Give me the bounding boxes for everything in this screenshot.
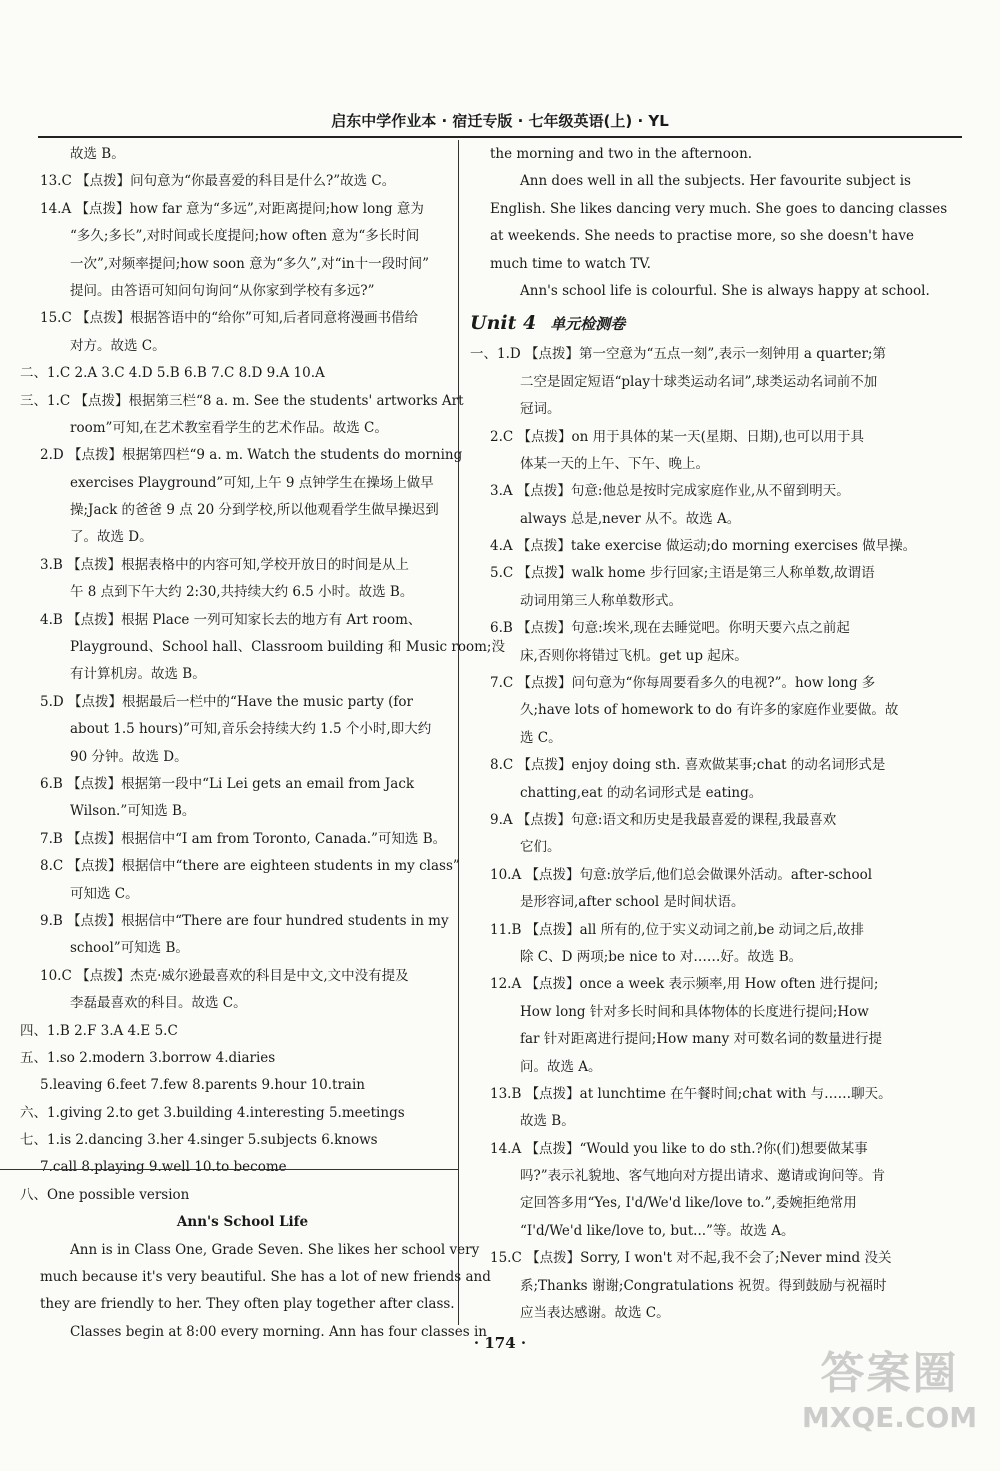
essay-line: Ann is in Class One, Grade Seven. She likes her school very — [70, 1241, 480, 1258]
answer-line: 八、One possible version — [20, 1186, 190, 1203]
answer-line: 6.B 【点拨】根据第一段中“Li Lei gets an email from Jack — [40, 775, 415, 792]
answer-line: 问。故选 A。 — [520, 1058, 602, 1075]
answer-line: 2.C 【点拨】on 用于具体的某一天(星期、日期),也可以用于具 — [490, 428, 864, 445]
essay-line: the morning and two in the afternoon. — [490, 146, 753, 162]
essay-line: much because it's very beautiful. She has a lot of new friends and — [40, 1269, 491, 1286]
answer-line: 提问。由答语可知问句询问“从你家到学校有多远?” — [70, 282, 375, 299]
answer-line: 12.A 【点拨】once a week 表示频率,用 How often 进行提问; — [490, 976, 879, 993]
section-rule — [0, 1169, 458, 1170]
answer-line: 5.C 【点拨】walk home 步行回家;主语是第三人称单数,故谓语 — [490, 565, 875, 582]
answer-line: 五、1.so 2.modern 3.borrow 4.diaries — [20, 1049, 276, 1066]
answer-line: 4.A 【点拨】take exercise 做运动;do morning exercises 做早操。 — [490, 538, 917, 555]
answer-line: 10.C 【点拨】杰克·威尔逊最喜欢的科目是中文,文中没有提及 — [40, 967, 409, 984]
answer-line: 六、1.giving 2.to get 3.building 4.interesting 5.meetings — [20, 1104, 405, 1121]
answer-line: 冠词。 — [520, 401, 561, 418]
answer-line: 15.C 【点拨】Sorry, I won't 对不起,我不会了;Never mind 没关 — [490, 1250, 892, 1267]
answer-line: Playground、School hall、Classroom building 和 Music room;没 — [70, 639, 505, 656]
essay-line: at weekends. She needs to practise more, so she doesn't have — [490, 228, 914, 245]
essay-line: they are friendly to her. They often play together after class. — [40, 1296, 455, 1313]
essay-title: Ann's School Life — [176, 1214, 309, 1231]
answer-line: 久;have lots of homework to do 有许多的家庭作业要做。故 — [520, 702, 899, 719]
answer-line: 3.B 【点拨】根据表格中的内容可知,学校开放日的时间是从上 — [40, 556, 409, 573]
page-number: · 174 · — [473, 1334, 527, 1352]
watermark-bottom: MXQE.COM — [801, 1401, 978, 1434]
answer-line: 是形容词,after school 是时间状语。 — [520, 894, 745, 911]
answer-line: 2.D 【点拨】根据第四栏“9 a. m. Watch the students do morning — [40, 447, 463, 464]
answer-line: 一、1.D 【点拨】第一空意为“五点一刻”,表示一刻钟用 a quarter;第 — [470, 346, 886, 363]
answer-line: 体某一天的上午、下午、晚上。 — [520, 455, 709, 472]
answer-line: “多久;多长”,对时间或长度提问;how often 意为“多长时间 — [70, 228, 420, 245]
answer-line: always 总是,never 从不。故选 A。 — [520, 510, 741, 527]
essay-line: Ann does well in all the subjects. Her favourite subject is — [520, 173, 911, 190]
answer-line: 动词用第三人称单数形式。 — [520, 592, 682, 609]
answer-line: 10.A 【点拨】句意:放学后,他们总会做课外活动。after-school — [490, 866, 873, 883]
answer-line: 7.C 【点拨】问句意为“你每周要看多久的电视?”。how long 多 — [490, 675, 876, 692]
answer-line: 15.C 【点拨】根据答语中的“给你”可知,后者同意将漫画书借给 — [40, 310, 419, 327]
essay-line: Classes begin at 8:00 every morning. Ann has four classes in — [70, 1323, 487, 1340]
answer-line: 对方。故选 C。 — [70, 337, 166, 354]
answer-line: far 针对距离进行提问;How many 对可数名词的数量进行提 — [520, 1031, 883, 1048]
answer-line: 有计算机房。故选 B。 — [70, 666, 206, 683]
answer-line: 5.D 【点拨】根据最后一栏中的“Have the music party (for — [40, 693, 413, 710]
unit-title: Unit 4 — [470, 312, 537, 335]
answer-line: 吗?”表示礼貌地、客气地向对方提出请求、邀请或询问等。肯 — [520, 1168, 886, 1185]
page-header: 启东中学作业本 · 宿迁专版 · 七年级英语(上) · YL — [331, 112, 669, 130]
answer-line: 90 分钟。故选 D。 — [70, 748, 188, 765]
answer-line: 7.call 8.playing 9.well 10.to become — [40, 1159, 287, 1176]
answer-line: 9.A 【点拨】句意:语文和历史是我最喜爱的课程,我最喜欢 — [490, 811, 837, 828]
answer-line: 操;Jack 的爸爸 9 点 20 分到学校,所以他观看学生做早操迟到 — [70, 502, 439, 519]
answer-line: 应当表达感谢。故选 C。 — [520, 1305, 670, 1322]
answer-line: 6.B 【点拨】句意:埃米,现在去睡觉吧。你明天要六点之前起 — [490, 620, 850, 637]
answer-line: 13.B 【点拨】at lunchtime 在午餐时间;chat with 与……聊天。 — [490, 1085, 892, 1102]
answer-line: 8.C 【点拨】根据信中“there are eighteen students in my class” — [40, 858, 460, 875]
answer-line: school”可知选 B。 — [70, 940, 189, 957]
right-column — [470, 141, 948, 1327]
answer-line: 选 C。 — [520, 729, 562, 746]
essay-line: much time to watch TV. — [490, 255, 651, 272]
answer-line: exercises Playground”可知,上午 9 点钟学生在操场上做早 — [70, 474, 434, 491]
answer-line: 14.A 【点拨】“Would you like to do sth.?你(们)想要做某事 — [490, 1140, 868, 1157]
answer-line: 4.B 【点拨】根据 Place 一列可知家长去的地方有 Art room、 — [40, 611, 422, 628]
answer-line: 3.A 【点拨】句意:他总是按时完成家庭作业,从不留到明天。 — [490, 483, 850, 500]
answer-line: 了。故选 D。 — [70, 529, 153, 546]
answer-line: about 1.5 hours)”可知,音乐会持续大约 1.5 个小时,即大约 — [70, 721, 432, 738]
answer-line: 三、1.C 【点拨】根据第三栏“8 a. m. See the students' artworks Art — [20, 392, 464, 409]
answer-line: 二空是固定短语“play十球类运动名词”,球类运动名词前不加 — [520, 373, 878, 390]
answer-line: “I'd/We'd like/love to, but...”等。故选 A。 — [520, 1222, 795, 1239]
answer-line: 14.A 【点拨】how far 意为“多远”,对距离提问;how long 意为 — [40, 200, 424, 217]
answer-line: 除 C、D 两项;be nice to 对……好。故选 B。 — [520, 948, 803, 965]
answer-line: room”可知,在艺术教室看学生的艺术作品。故选 C。 — [70, 419, 388, 436]
answer-line: 定回答多用“Yes, I'd/We'd like/love to.”,委婉拒绝常用 — [520, 1195, 857, 1212]
answer-line: 一次”,对频率提问;how soon 意为“多久”,对“in十一段时间” — [70, 255, 429, 272]
unit-subtitle: 单元检测卷 — [550, 315, 626, 334]
answer-line: 13.C 【点拨】问句意为“你最喜爱的科目是什么?”故选 C。 — [40, 173, 396, 190]
answer-line: How long 针对多长时间和具体物体的长度进行提问;How — [520, 1003, 869, 1020]
answer-line: 它们。 — [520, 839, 561, 856]
answer-line: 七、1.is 2.dancing 3.her 4.singer 5.subjects 6.knows — [20, 1132, 378, 1149]
answer-line: 故选 B。 — [520, 1113, 575, 1130]
watermark-top: 答案圈 — [820, 1348, 959, 1399]
header-rule — [38, 136, 962, 138]
watermark-logo — [797, 1337, 982, 1457]
answer-line: 8.C 【点拨】enjoy doing sth. 喜欢做某事;chat 的动名词形式是 — [490, 757, 886, 774]
answer-line: 四、1.B 2.F 3.A 4.E 5.C — [20, 1022, 178, 1039]
answer-line: 7.B 【点拨】根据信中“I am from Toronto, Canada.”可知选 B。 — [40, 830, 447, 847]
answer-line: 9.B 【点拨】根据信中“There are four hundred students in my — [40, 912, 449, 929]
answer-line: 二、1.C 2.A 3.C 4.D 5.B 6.B 7.C 8.D 9.A 10.A — [20, 365, 325, 382]
unit-heading — [470, 307, 890, 339]
column-divider — [458, 140, 459, 1325]
answer-line: 故选 B。 — [70, 146, 125, 162]
answer-line: 床,否则你将错过飞机。get up 起床。 — [520, 647, 748, 664]
answer-line: 11.B 【点拨】all 所有的,位于实义动词之前,be 动词之后,故排 — [490, 921, 864, 938]
answer-line: 李磊最喜欢的科目。故选 C。 — [70, 995, 247, 1012]
answer-line: Wilson.”可知选 B。 — [70, 803, 196, 820]
answer-line: 5.leaving 6.feet 7.few 8.parents 9.hour 10.train — [40, 1077, 365, 1094]
answer-line: 午 8 点到下午大约 2:30,共持续大约 6.5 小时。故选 B。 — [70, 584, 414, 601]
essay-line: English. She likes dancing very much. She goes to dancing classes — [490, 200, 948, 217]
essay-line: Ann's school life is colourful. She is always happy at school. — [520, 282, 930, 299]
answer-line: 系;Thanks 谢谢;Congratulations 祝贺。得到鼓励与祝福时 — [520, 1277, 887, 1294]
answer-line: 可知选 C。 — [70, 885, 139, 902]
answer-line: chatting,eat 的动名词形式是 eating。 — [520, 784, 763, 801]
